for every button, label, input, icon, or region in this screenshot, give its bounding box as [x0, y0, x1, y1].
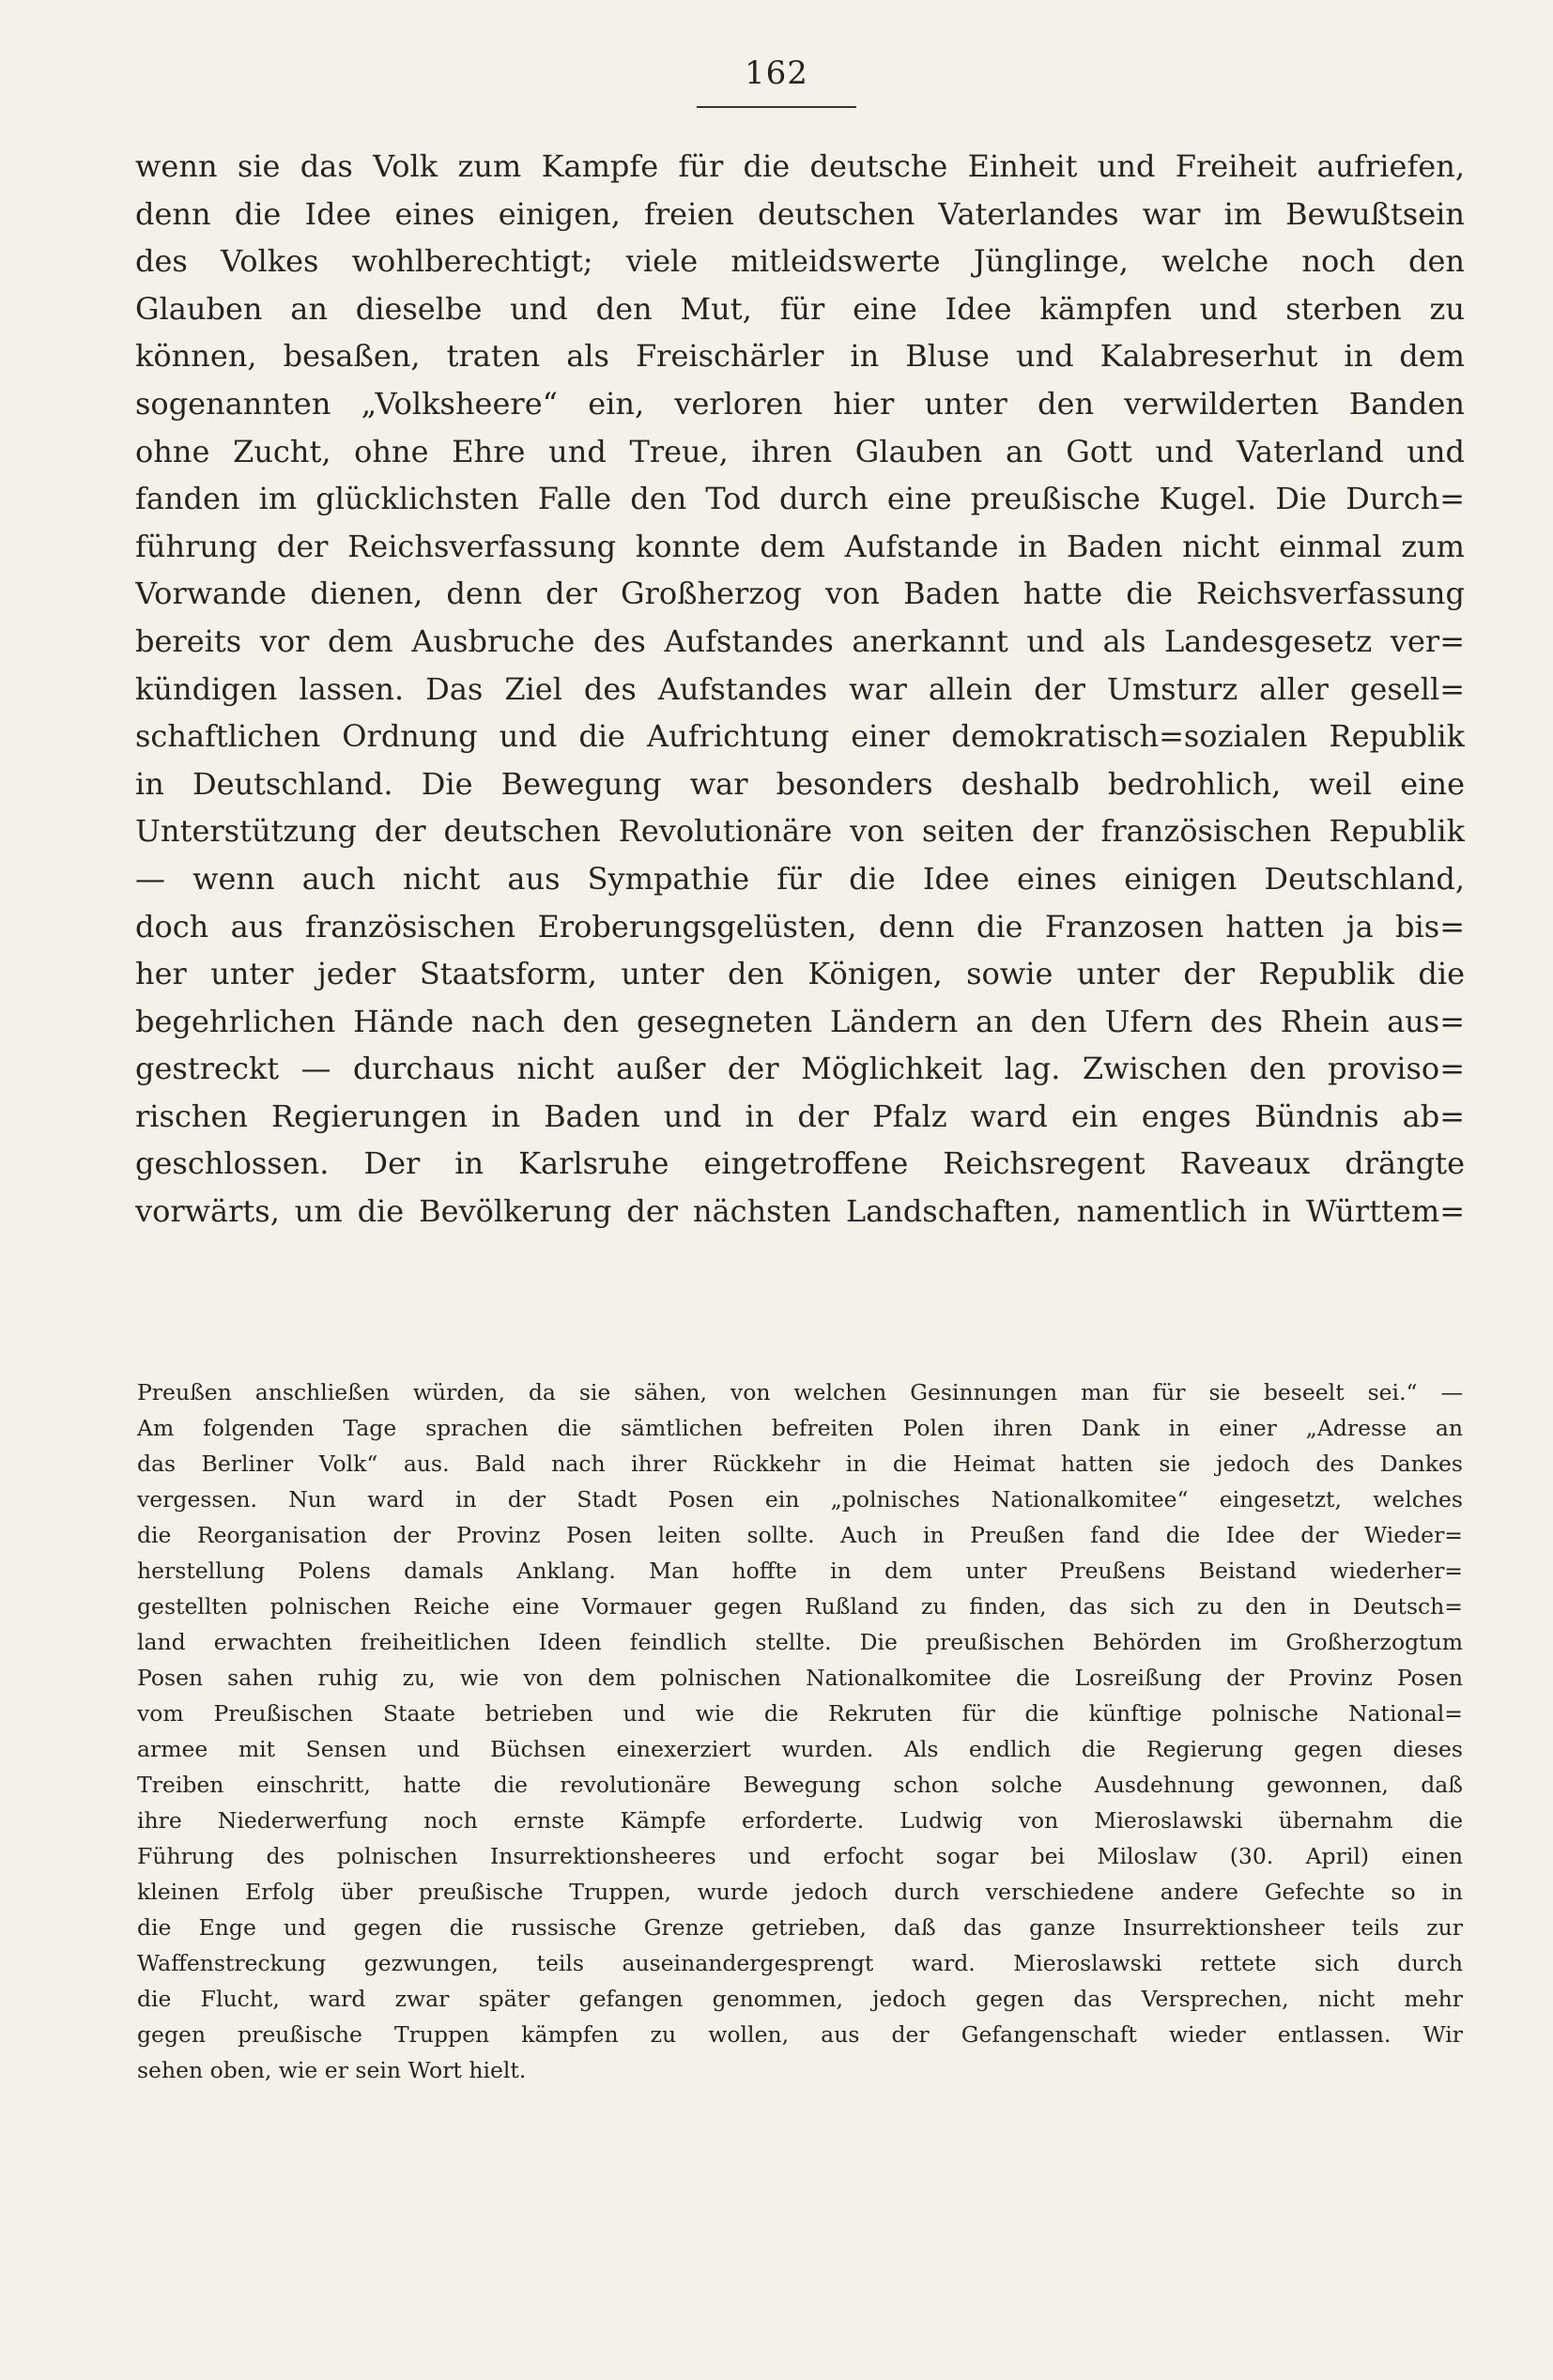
- footnote-line: das Berliner Volk“ aus. Bald nach ihrer Rückkehr in die Heimat hatten sie jedoch des Dankes: [137, 1451, 1463, 1477]
- footnote-line: die Flucht, ward zwar später gefangen genommen, jedoch gegen das Versprechen, nicht mehr: [137, 1986, 1463, 2012]
- footnote-block: [137, 1374, 1463, 2088]
- footnote-line: kleinen Erfolg über preußische Truppen, wurde jedoch durch verschiedene andere Gefechte so in: [137, 1879, 1463, 1905]
- main-text-block: [135, 143, 1465, 1236]
- main-text-line: rischen Regierungen in Baden und in der Pfalz ward ein enges Bündnis ab=: [135, 1098, 1465, 1134]
- footnote-line: sehen oben, wie er sein Wort hielt.: [137, 2057, 527, 2083]
- footnote-line: Waffenstreckung gezwungen, teils auseinandergesprengt ward. Mieroslawski rettete sich durch: [137, 1950, 1463, 1976]
- main-text-line: her unter jeder Staatsform, unter den Königen, sowie unter der Republik die: [135, 956, 1465, 992]
- main-text-line: vorwärts, um die Bevölkerung der nächsten Landschaften, namentlich in Württem=: [135, 1193, 1465, 1230]
- main-text-line: Vorwande dienen, denn der Großherzog von Baden hatte die Reichsverfassung: [135, 576, 1465, 612]
- footnote-line: Preußen anschließen würden, da sie sähen, von welchen Gesinnungen man für sie beseelt sei.“ —: [137, 1379, 1463, 1405]
- footnote-line: Posen sahen ruhig zu, wie von dem polnischen Nationalkomitee die Losreißung der Provinz Posen: [137, 1665, 1463, 1691]
- footnote-line: gestellten polnischen Reiche eine Vormauer gegen Rußland zu finden, das sich zu den in Deutsch=: [137, 1593, 1463, 1620]
- footnote-line: Führung des polnischen Insurrektionsheeres und erfocht sogar bei Miloslaw (30. April) einen: [137, 1843, 1463, 1869]
- footnote-line: die Enge und gegen die russische Grenze getrieben, daß das ganze Insurrektionsheer teils zur: [137, 1914, 1463, 1941]
- footnote-line: Am folgenden Tage sprachen die sämtlichen befreiten Polen ihren Dank in einer „Adresse an: [137, 1415, 1463, 1441]
- page-number: 162: [745, 54, 808, 92]
- main-text-line: kündigen lassen. Das Ziel des Aufstandes war allein der Umsturz aller gesell=: [135, 670, 1465, 707]
- footnote-line: die Reorganisation der Provinz Posen leiten sollte. Auch in Preußen fand die Idee der Wieder=: [137, 1522, 1463, 1548]
- main-text-line: bereits vor dem Ausbruche des Aufstandes anerkannt und als Landesgesetz ver=: [135, 622, 1465, 659]
- footnote-line: Treiben einschritt, hatte die revolutionäre Bewegung schon solche Ausdehnung gewonnen, daß: [137, 1772, 1463, 1798]
- main-text-line: fanden im glücklichsten Falle den Tod durch eine preußische Kugel. Die Durch=: [135, 481, 1465, 517]
- main-text-line: denn die Idee eines einigen, freien deutschen Vaterlandes war im Bewußtsein: [135, 195, 1465, 232]
- main-text-line: schaftlichen Ordnung und die Aufrichtung einer demokratisch=sozialen Republik: [135, 718, 1465, 755]
- footnote-line: gegen preußische Truppen kämpfen zu wollen, aus der Gefangenschaft wieder entlassen. Wir: [137, 2021, 1463, 2048]
- main-text-line: in Deutschland. Die Bewegung war besonders deshalb bedrohlich, weil eine: [135, 765, 1465, 802]
- main-text-line: begehrlichen Hände nach den gesegneten Ländern an den Ufern des Rhein aus=: [135, 1003, 1465, 1039]
- main-text-line: des Volkes wohlberechtigt; viele mitleidswerte Jünglinge, welche noch den: [135, 243, 1465, 280]
- footnote-line: ihre Niederwerfung noch ernste Kämpfe erforderte. Ludwig von Mieroslawski übernahm die: [137, 1807, 1463, 1834]
- footnote-line: vom Preußischen Staate betrieben und wie die Rekruten für die künftige polnische National=: [137, 1700, 1463, 1727]
- main-text-line: geschlossen. Der in Karlsruhe eingetroffene Reichsregent Raveaux drängte: [135, 1145, 1465, 1182]
- footnote-line: armee mit Sensen und Büchsen einexerziert wurden. Als endlich die Regierung gegen dieses: [137, 1736, 1463, 1762]
- main-text-line: können, besaßen, traten als Freischärler in Bluse und Kalabreserhut in dem: [135, 338, 1465, 375]
- main-text-line: wenn sie das Volk zum Kampfe für die deutsche Einheit und Freiheit aufriefen,: [135, 148, 1465, 184]
- footnote-line: land erwachten freiheitlichen Ideen feindlich stellte. Die preußischen Behörden im Großherzogtum: [137, 1629, 1463, 1655]
- page-number-rule: [697, 106, 856, 108]
- main-text-line: Glauben an dieselbe und den Mut, für eine Idee kämpfen und sterben zu: [135, 290, 1465, 327]
- main-text-line: Unterstützung der deutschen Revolutionäre von seiten der französischen Republik: [135, 813, 1465, 850]
- main-text-line: führung der Reichsverfassung konnte dem Aufstande in Baden nicht einmal zum: [135, 528, 1465, 564]
- footnote-line: herstellung Polens damals Anklang. Man hoffte in dem unter Preußens Beistand wiederher=: [137, 1558, 1463, 1584]
- main-text-line: gestreckt — durchaus nicht außer der Möglichkeit lag. Zwischen den proviso=: [135, 1051, 1465, 1087]
- footnote-line: vergessen. Nun ward in der Stadt Posen ein „polnisches Nationalkomitee“ eingesetzt, welches: [137, 1486, 1463, 1512]
- main-text-line: doch aus französischen Eroberungsgelüsten, denn die Franzosen hatten ja bis=: [135, 908, 1465, 944]
- main-text-line: sogenannten „Volksheere“ ein, verloren hier unter den verwilderten Banden: [135, 385, 1465, 422]
- main-text-line: — wenn auch nicht aus Sympathie für die Idee eines einigen Deutschland,: [135, 860, 1465, 897]
- main-text-line: ohne Zucht, ohne Ehre und Treue, ihren Glauben an Gott und Vaterland und: [135, 433, 1465, 469]
